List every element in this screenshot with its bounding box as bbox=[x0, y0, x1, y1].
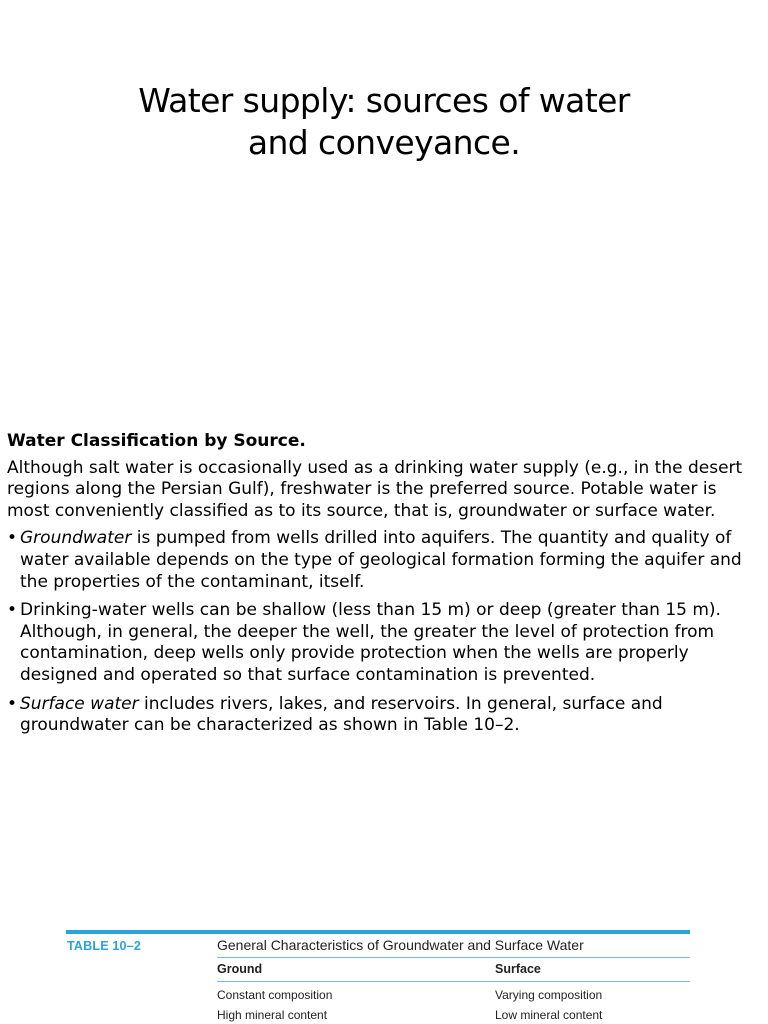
table-cell: Low mineral content bbox=[495, 1008, 603, 1022]
bullet-lead: Groundwater bbox=[20, 528, 132, 549]
bullet-marker: • bbox=[7, 600, 18, 621]
intro-paragraph: Although salt water is occasionally used as a drinking water supply (e.g., in the desert regions along the Persian Gulf), freshwater is the preferred source. Potable water is most conveniently classified as to its source, that is, groundwater or surface water. bbox=[7, 457, 743, 521]
bullet-groundwater bbox=[7, 528, 759, 593]
title-line-2: and conveyance. bbox=[247, 123, 521, 162]
table-cell: Varying composition bbox=[495, 988, 603, 1002]
content-slide bbox=[0, 395, 768, 1024]
section-heading: Water Classification by Source. bbox=[7, 431, 306, 451]
bullet-marker: • bbox=[7, 528, 18, 549]
table-label: TABLE 10–2 bbox=[67, 939, 142, 953]
bullet-wells bbox=[7, 600, 759, 686]
slide-title bbox=[0, 80, 768, 164]
bullet-text: Drinking-water wells can be shallow (less than 15 m) or deep (greater than 15 m). Although, in general, the deeper the well, the greater the level of protection from contamination, deep wells only provide protection when the wells are properly designed and operated so that surface contamination is prevented. bbox=[20, 600, 721, 685]
slide-body bbox=[7, 431, 759, 744]
table-header bbox=[66, 934, 690, 958]
bullet-marker: • bbox=[7, 693, 18, 714]
table-divider bbox=[217, 981, 690, 982]
table-cell: Constant composition bbox=[217, 988, 333, 1002]
table-title: General Characteristics of Groundwater and Surface Water bbox=[217, 937, 584, 953]
characteristics-table bbox=[66, 930, 690, 1022]
bullet-text: is pumped from wells drilled into aquifers. The quantity and quality of water available depends on the type of geological formation forming the aquifer and the properties of the contaminant, itself. bbox=[20, 528, 742, 592]
bullet-text: includes rivers, lakes, and reservoirs. In general, surface and groundwater can be characterized as shown in Table 10–2. bbox=[20, 693, 663, 736]
title-line-1: Water supply: sources of water bbox=[138, 81, 630, 120]
bullet-list bbox=[7, 528, 759, 736]
table-divider bbox=[217, 957, 690, 958]
table-cell: High mineral content bbox=[217, 1008, 328, 1022]
column-header-ground: Ground bbox=[217, 962, 263, 976]
bullet-surface-water bbox=[7, 694, 759, 737]
title-slide bbox=[0, 0, 768, 395]
bullet-lead: Surface water bbox=[20, 693, 139, 714]
column-header-surface: Surface bbox=[495, 962, 541, 976]
